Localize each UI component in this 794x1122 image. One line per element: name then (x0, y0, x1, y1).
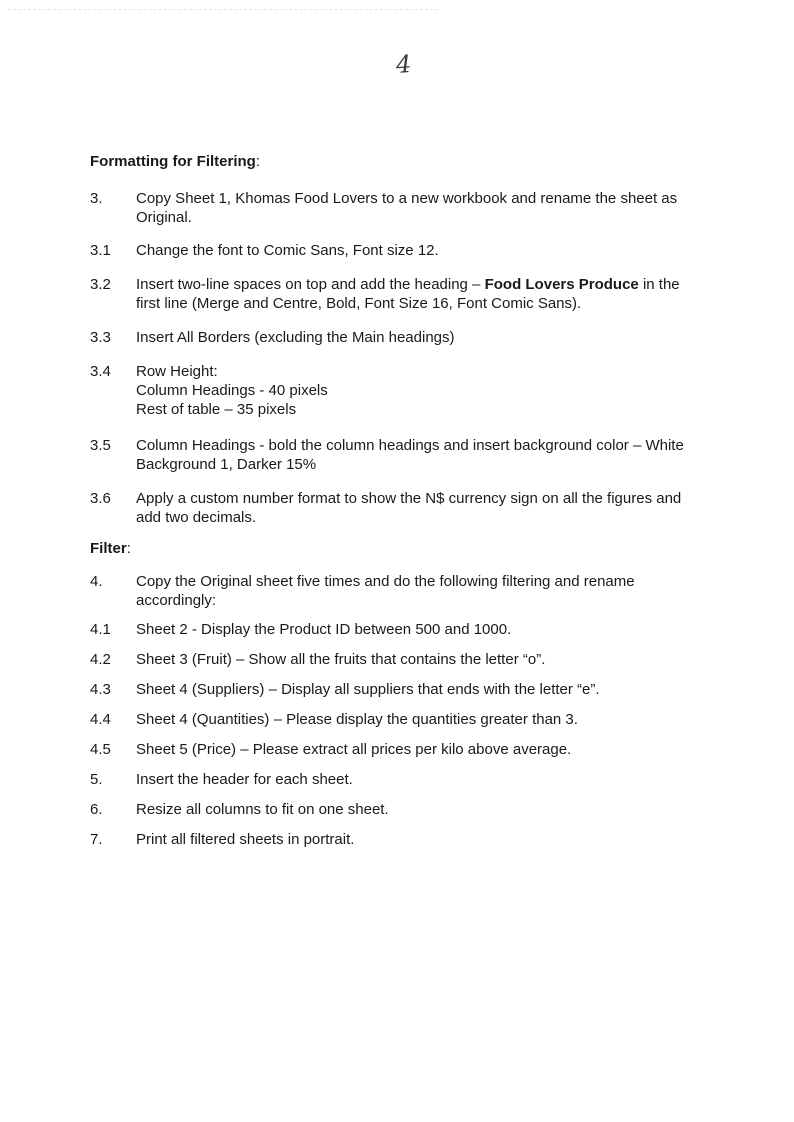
item-number: 6. (90, 801, 103, 818)
item-number: 3.5 (90, 437, 111, 454)
formatting-heading-text: Formatting for Filtering (90, 153, 256, 170)
item-number: 3. (90, 190, 103, 207)
formatting-heading (90, 152, 690, 171)
list-item-3-6 (90, 489, 690, 527)
item-text: Insert the header for each sheet. (136, 771, 353, 788)
item-text (136, 275, 690, 313)
item-text: Insert All Borders (excluding the Main headings) (136, 329, 455, 346)
list-item-3-1 (90, 241, 690, 260)
list-item-4-1 (90, 620, 690, 639)
item-text: Sheet 3 (Fruit) – Show all the fruits that contains the letter “o”. (136, 651, 546, 668)
item-text: Sheet 4 (Quantities) – Please display the quantities greater than 3. (136, 711, 578, 728)
filter-heading-colon: : (126, 540, 131, 557)
item-number: 3.3 (90, 329, 111, 346)
item-text-before: Insert two-line spaces on top and add the heading – (136, 276, 485, 293)
item-text: Apply a custom number format to show the N$ currency sign on all the figures and add two decimals. (136, 490, 682, 526)
item-number: 7. (90, 831, 103, 848)
scan-artifact-line (8, 9, 438, 10)
list-item-4-2 (90, 650, 690, 669)
row-height-rest-of-table: Rest of table – 35 pixels (136, 401, 297, 418)
list-item-4-3 (90, 680, 690, 699)
list-item-3-4 (90, 362, 690, 419)
item-text: Copy the Original sheet five times and do the following filtering and rename accordingly: (136, 573, 635, 609)
list-item-4-5 (90, 740, 690, 759)
item-number: 5. (90, 771, 103, 788)
list-item-7 (90, 830, 690, 849)
item-text-after: in the first line (Merge and Centre, Bold, Font Size 16, Font Comic Sans). (136, 276, 680, 312)
document-body (90, 152, 690, 849)
list-item-3-5 (90, 436, 690, 474)
item-text (136, 362, 690, 419)
row-height-column-headings: Column Headings - 40 pixels (136, 382, 328, 399)
item-number: 4.3 (90, 681, 111, 698)
item-number: 3.4 (90, 363, 111, 380)
handwritten-page-number: 4 (395, 50, 413, 80)
item-number: 4. (90, 573, 103, 590)
item-text: Change the font to Comic Sans, Font size 12. (136, 242, 439, 259)
item-text: Resize all columns to fit on one sheet. (136, 801, 389, 818)
item-text: Column Headings - bold the column headings and insert background color – White Background 1, Darker 15% (136, 437, 684, 473)
item-number: 3.1 (90, 242, 111, 259)
list-item-5 (90, 770, 690, 789)
item-number: 3.2 (90, 276, 111, 293)
item-number: 4.1 (90, 621, 111, 638)
list-item-3 (90, 189, 690, 227)
list-item-3-3 (90, 328, 690, 347)
formatting-heading-colon: : (255, 153, 260, 170)
item-text: Sheet 2 - Display the Product ID between 500 and 1000. (136, 621, 512, 638)
item-number: 4.4 (90, 711, 111, 728)
filter-heading (90, 539, 690, 558)
list-item-4-4 (90, 710, 690, 729)
item-text: Print all filtered sheets in portrait. (136, 831, 355, 848)
list-item-4 (90, 572, 690, 610)
item-number: 4.5 (90, 741, 111, 758)
item-number: 4.2 (90, 651, 111, 668)
item-number: 3.6 (90, 490, 111, 507)
list-item-6 (90, 800, 690, 819)
filter-heading-text: Filter (90, 540, 127, 557)
heading-name-bold: Food Lovers Produce (484, 276, 639, 293)
item-text: Sheet 4 (Suppliers) – Display all suppliers that ends with the letter “e”. (136, 681, 600, 698)
list-item-3-2 (90, 275, 690, 313)
item-text: Sheet 5 (Price) – Please extract all prices per kilo above average. (136, 741, 572, 758)
item-text: Copy Sheet 1, Khomas Food Lovers to a new workbook and rename the sheet as Original. (136, 190, 678, 226)
row-height-title: Row Height: (136, 363, 218, 380)
